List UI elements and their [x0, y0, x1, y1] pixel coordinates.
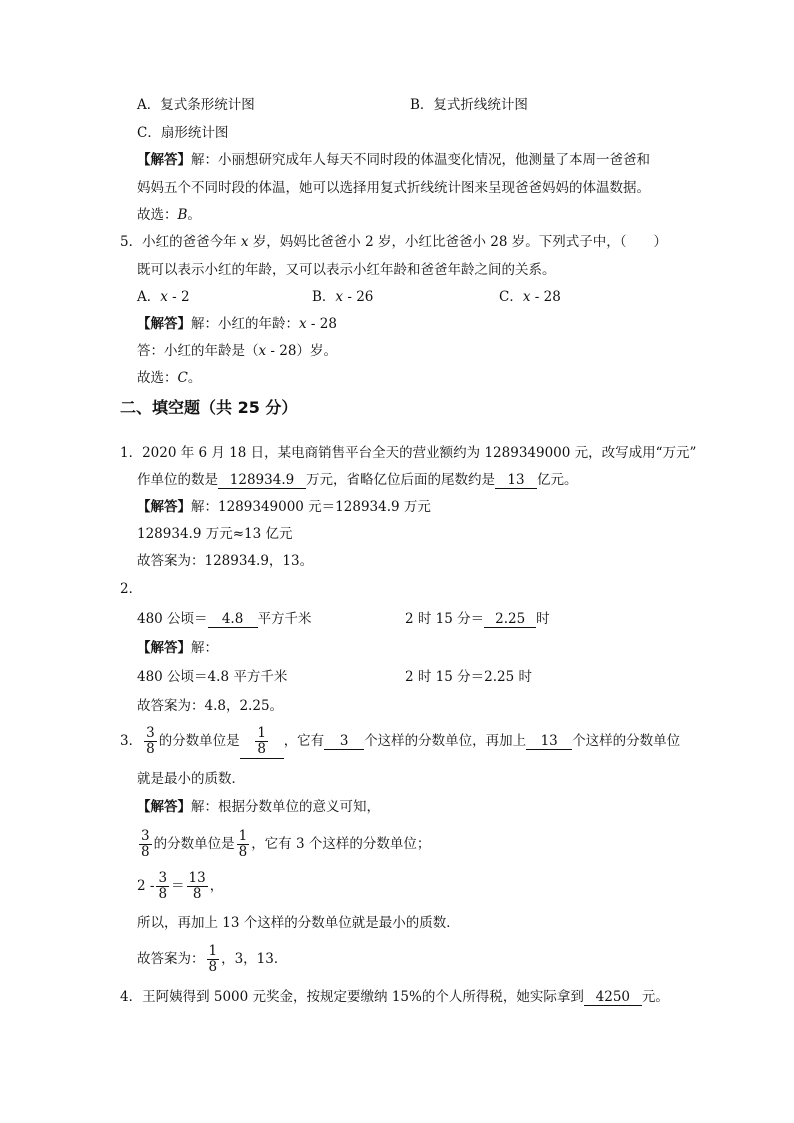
- f2-problem-2: [405, 610, 550, 628]
- f3-answer-line2: [137, 827, 430, 861]
- f3-a2-text-2: ，它有 3 个这样的分数单位；: [251, 836, 431, 852]
- fraction-numerator: 3: [146, 725, 155, 741]
- equals-sign: ＝: [171, 878, 185, 894]
- f2-answer-text: 解：: [191, 640, 218, 656]
- q5-option-c-var: x: [522, 289, 531, 305]
- q5-reply: [137, 342, 337, 360]
- answer-tag: 【解答】: [137, 152, 191, 168]
- q5-option-b: [312, 288, 373, 306]
- f3-answer-text: 解：根据分数单位的意义可知，: [191, 799, 380, 815]
- section-heading: 二、填空题（共 25 分）: [120, 398, 298, 417]
- f3-text-3: 个这样的分数单位，再加上: [364, 733, 527, 749]
- fraction-numerator: 1: [238, 828, 248, 844]
- q5-reply-var: x: [258, 343, 267, 359]
- f2-answer-1: 480 公顷＝4.8 平方千米: [137, 669, 288, 685]
- q5-selection: [137, 369, 201, 387]
- fraction: [144, 726, 157, 757]
- answer-explanation: [137, 151, 650, 169]
- answer-tag: 【解答】: [137, 499, 191, 515]
- q5-answer: [137, 315, 337, 333]
- f2-number: 2．: [120, 581, 143, 597]
- fraction-denominator: 8: [208, 959, 218, 975]
- f3-answer: [137, 798, 380, 816]
- q5-option-a: [137, 288, 190, 306]
- fraction-numerator: 1: [257, 725, 266, 741]
- answer-blank: 4.8: [208, 611, 258, 628]
- f3-number: 3．: [120, 733, 143, 749]
- q5-option-c: [499, 288, 561, 306]
- q5-text-a: 5．小红的爸爸今年: [120, 234, 237, 250]
- q5-answer-expr: - 28: [306, 316, 337, 332]
- f3-text-1: 的分数单位是: [158, 733, 240, 749]
- selection-end: 。: [187, 370, 202, 386]
- option-c: C．扇形统计图: [137, 125, 229, 141]
- f2-p1-unit: 平方千米: [257, 611, 312, 627]
- f3-text-2: ，它有: [283, 733, 325, 749]
- fraction-numerator: 1: [208, 943, 218, 959]
- fraction: [156, 871, 169, 902]
- q5-option-b-var: x: [335, 289, 344, 305]
- fraction-numerator: 3: [141, 828, 150, 844]
- fraction: [255, 726, 268, 757]
- fraction: [139, 829, 152, 860]
- f4-stem: [120, 988, 669, 1006]
- fraction-denominator: 8: [238, 844, 248, 860]
- f3-final-values: ，3，13．: [221, 951, 288, 967]
- answer-blank: 4250: [584, 989, 642, 1006]
- answer-blank: 13: [526, 733, 572, 750]
- f2-p1-text: 480 公顷＝: [137, 611, 208, 627]
- answer-blank: 3: [324, 733, 364, 750]
- q5-stem-line2: 既可以表示小红的年龄，又可以表示小红年龄和爸爸年龄之间的关系。: [137, 262, 556, 278]
- f3-answer-line4: 所以，再加上 13 个这样的分数单位就是最小的质数．: [137, 915, 460, 931]
- option-a: A．复式条形统计图: [137, 97, 255, 113]
- q5-var-x: x: [240, 234, 249, 250]
- f2-answer: [137, 639, 218, 657]
- option-b: B．复式折线统计图: [410, 97, 528, 113]
- selection-value: B: [177, 207, 188, 223]
- f1-text-c: 亿元。: [537, 472, 578, 488]
- f3-final-label: 故答案为：: [137, 951, 205, 967]
- q5-text-b: 岁，妈妈比爸爸小 2 岁，小红比爸爸小 28 岁。下列式子中，（ ）: [252, 234, 667, 250]
- q5-answer-text: 解：小红的年龄：: [191, 316, 299, 332]
- f1-answer-text: 解：1289349000 元＝128934.9 万元: [191, 499, 431, 515]
- fraction-denominator: 8: [192, 886, 202, 902]
- fraction-denominator: 8: [146, 741, 155, 757]
- fraction: [207, 944, 220, 975]
- q5-reply-end: - 28）岁。: [266, 343, 337, 359]
- f1-answer: [137, 498, 431, 516]
- f3-a2-text: 的分数单位是: [153, 836, 235, 852]
- answer-tag: 【解答】: [137, 640, 191, 656]
- f1-final: 故答案为：128934.9，13。: [137, 553, 314, 569]
- q5-option-a-var: x: [160, 289, 168, 305]
- q5-stem-line1: [120, 233, 667, 251]
- answer-tag: 【解答】: [137, 316, 191, 332]
- q5-reply-text: 答：小红的年龄是（: [137, 343, 259, 359]
- fraction: [187, 871, 208, 902]
- q5-option-c-label: C．: [499, 289, 523, 305]
- fraction-numerator: 13: [188, 870, 206, 886]
- fraction-denominator: 8: [141, 844, 150, 860]
- f1-answer-line2: 128934.9 万元≈13 亿元: [137, 526, 293, 542]
- f3-stem-line1: [120, 724, 680, 759]
- answer-blank: 13: [495, 472, 537, 489]
- selection-label: 故选：: [137, 370, 178, 386]
- q5-option-b-label: B．: [312, 289, 336, 305]
- answer-blank: 128934.9: [218, 472, 306, 489]
- q5-option-b-expr: - 26: [343, 289, 374, 305]
- f4-text-2: 元。: [641, 989, 669, 1005]
- f1-stem-line1: 1．2020 年 6 月 18 日，某电商销售平台全天的营业额约为 1289349000 元，改写成用“万元”: [120, 445, 697, 461]
- selection-label: 故选：: [137, 207, 178, 223]
- fraction-denominator: 8: [158, 886, 168, 902]
- answer-blank: [240, 724, 284, 759]
- selection-value: C: [177, 370, 188, 386]
- f2-answer-2: 2 时 15 分＝2.25 时: [405, 669, 532, 685]
- f3-text-4: 个这样的分数单位: [572, 733, 681, 749]
- fraction: [237, 829, 250, 860]
- answer-text-cont: 妈妈五个不同时段的体温，她可以选择用复式折线统计图来呈现爸爸妈妈的体温数据。: [137, 180, 650, 196]
- f2-problem-1: [137, 610, 312, 628]
- selection-end: 。: [187, 207, 201, 223]
- f3-final: [137, 942, 287, 976]
- answer-blank: 2.25: [484, 611, 536, 628]
- f1-text-a: 作单位的数是: [137, 472, 218, 488]
- q5-option-a-label: A．: [137, 289, 161, 305]
- f3-answer-line3: [137, 869, 223, 903]
- f4-text-1: 4．王阿姨得到 5000 元奖金，按规定要缴纳 15%的个人所得税，她实际拿到: [120, 989, 584, 1005]
- f2-p2-unit: 时: [536, 611, 550, 627]
- answer-text: 解：小丽想研究成年人每天不同时段的体温变化情况，他测量了本周一爸爸和: [191, 152, 650, 168]
- f1-text-b: 万元，省略亿位后面的尾数约是: [306, 472, 495, 488]
- q5-option-c-expr: - 28: [530, 289, 561, 305]
- fraction-denominator: 8: [257, 741, 266, 757]
- f2-p2-text: 2 时 15 分＝: [405, 611, 485, 627]
- f3-stem-line2: 就是最小的质数．: [137, 771, 245, 787]
- f3-a3-pre: 2 -: [137, 878, 155, 894]
- q5-option-a-expr: - 2: [167, 289, 190, 305]
- answer-tag: 【解答】: [137, 799, 191, 815]
- f3-a3-post: ，: [209, 878, 224, 894]
- fraction-numerator: 3: [158, 870, 168, 886]
- selection-line: [137, 206, 201, 224]
- q5-answer-var: x: [299, 316, 307, 332]
- f2-final: 故答案为：4.8，2.25。: [137, 698, 284, 714]
- f1-stem-line2: [137, 471, 578, 489]
